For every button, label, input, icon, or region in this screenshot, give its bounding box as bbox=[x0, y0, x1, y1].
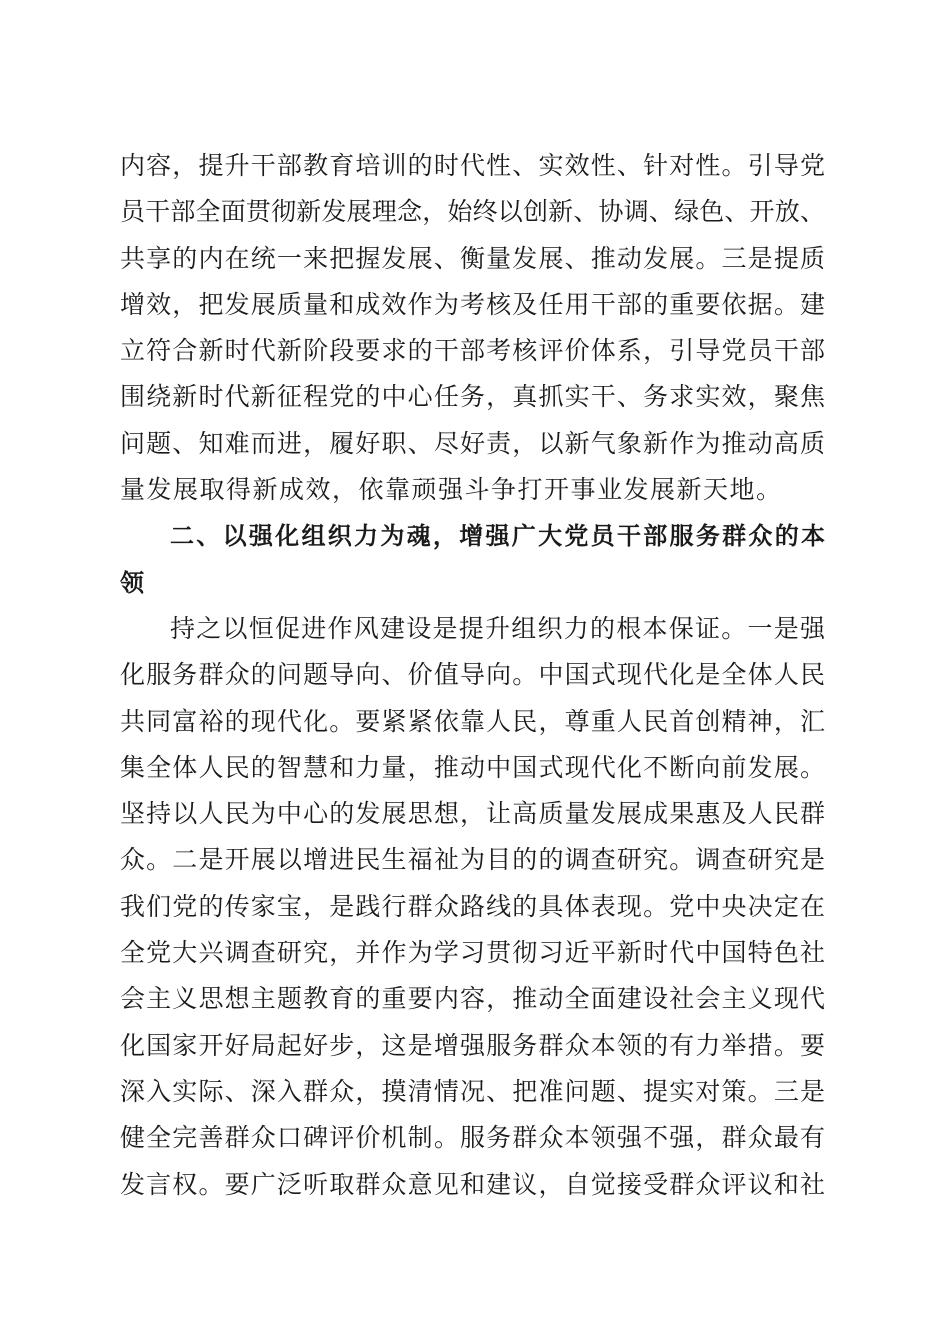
text-line: 量发展取得新成效，依靠顽强斗争打开事业发展新天地。 bbox=[120, 475, 783, 505]
text-line: 会主义思想主题教育的重要内容，推动全面建设社会主义现代 bbox=[120, 984, 825, 1014]
text-line: 共同富裕的现代化。要紧紧依靠人民，尊重人民首创精神，汇 bbox=[120, 706, 825, 736]
text-line: 健全完善群众口碑评价机制。服务群众本领强不强，群众最有 bbox=[120, 1123, 825, 1153]
text-line: 坚持以人民为中心的发展思想，让高质量发展成果惠及人民群 bbox=[120, 799, 825, 829]
text-line: 员干部全面贯彻新发展理念，始终以创新、协调、绿色、开放、 bbox=[120, 197, 825, 227]
text-line: 我们党的传家宝，是践行群众路线的具体表现。党中央决定在 bbox=[120, 891, 825, 921]
text-line: 问题、知难而进，履好职、尽好责，以新气象新作为推动高质 bbox=[120, 428, 825, 458]
text-line: 持之以恒促进作风建设是提升组织力的根本保证。一是强 bbox=[170, 613, 825, 643]
heading-line: 领 bbox=[120, 568, 146, 597]
text-line: 深入实际、深入群众，摸清情况、把准问题、提实对策。三是 bbox=[120, 1076, 825, 1106]
text-line: 发言权。要广泛听取群众意见和建议，自觉接受群众评议和社 bbox=[120, 1169, 825, 1199]
text-line: 全党大兴调查研究，并作为学习贯彻习近平新时代中国特色社 bbox=[120, 938, 825, 968]
document-body bbox=[120, 143, 825, 1208]
text-line: 内容，提升干部教育培训的时代性、实效性、针对性。引导党 bbox=[120, 151, 825, 180]
text-line: 共享的内在统一来把握发展、衡量发展、推动发展。三是提质 bbox=[120, 243, 825, 273]
paragraph-1 bbox=[120, 143, 825, 513]
text-line: 众。二是开展以增进民生福祉为目的的调查研究。调查研究是 bbox=[120, 845, 825, 875]
text-line: 围绕新时代新征程党的中心任务，真抓实干、务求实效，聚焦 bbox=[120, 382, 825, 412]
paragraph-2 bbox=[120, 606, 825, 1208]
text-line: 增效，把发展质量和成效作为考核及任用干部的重要依据。建 bbox=[120, 289, 825, 319]
text-line: 化国家开好局起好步，这是增强服务群众本领的有力举措。要 bbox=[120, 1030, 825, 1060]
heading-line: 二、以强化组织力为魂，增强广大党员干部服务群众的本 bbox=[170, 522, 825, 551]
text-line: 立符合新时代新阶段要求的干部考核评价体系，引导党员干部 bbox=[120, 336, 825, 366]
section-heading-2 bbox=[120, 513, 825, 606]
text-line: 集全体人民的智慧和力量，推动中国式现代化不断向前发展。 bbox=[120, 752, 825, 782]
text-line: 化服务群众的问题导向、价值导向。中国式现代化是全体人民 bbox=[120, 660, 825, 690]
